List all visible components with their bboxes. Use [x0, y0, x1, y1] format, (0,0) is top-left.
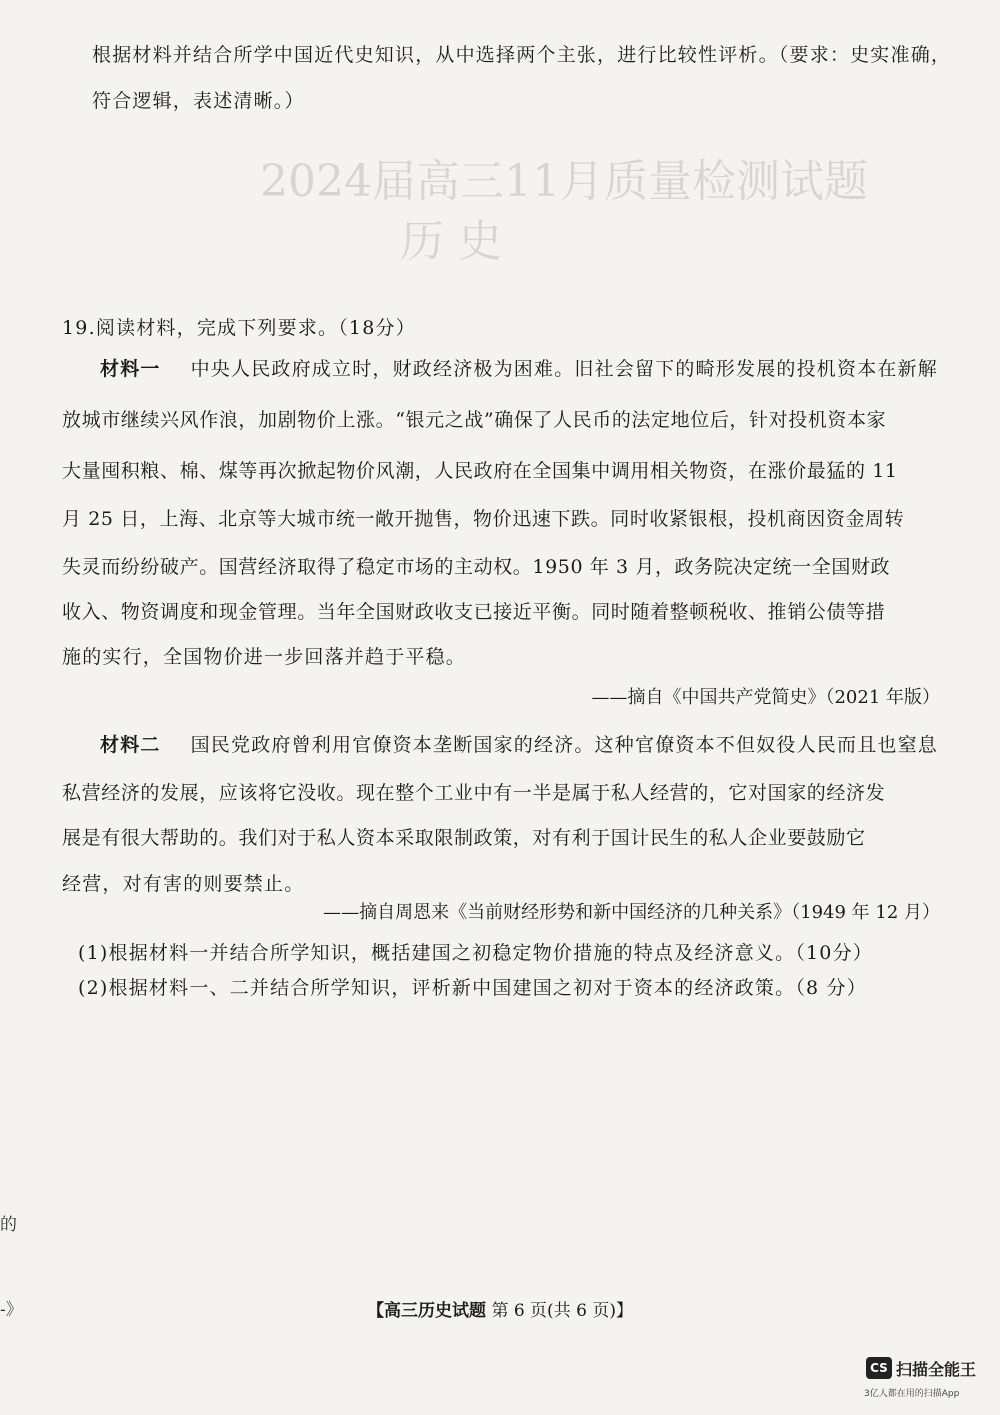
- edge-fragment-1: 的: [0, 1215, 17, 1235]
- footer-page-number: 第 6 页(共 6 页)】: [491, 1301, 633, 1321]
- question-heading: 19.阅读材料，完成下列要求。（18分）: [62, 317, 416, 339]
- sub-question-2: (2)根据材料一、二并结合所学知识，评析新中国建国之初对于资本的经济政策。（8 分）: [78, 977, 867, 999]
- material-two-source: ——摘自周恩来《当前财经形势和新中国经济的几种关系》（1949 年 12 月）: [323, 902, 940, 923]
- scanner-watermark-subtitle: 3亿人都在用的扫描App: [864, 1389, 960, 1399]
- material-one-line-2: 放城市继续兴风作浪，加剧物价上涨。“银元之战”确保了人民币的法定地位后，针对投机资本家: [62, 409, 887, 431]
- scanner-logo-icon: CS: [866, 1357, 892, 1379]
- prev-question-line-1: 根据材料并结合所学中国近代史知识，从中选择两个主张，进行比较性评析。（要求：史实准确，: [92, 44, 952, 66]
- material-two-line-1: 材料二 国民党政府曾利用官僚资本垄断国家的经济。这种官僚资本不但奴役人民而且也窒息: [100, 734, 939, 756]
- bleed-through-subject: 历 史: [400, 216, 502, 267]
- edge-fragment-2: -》: [0, 1300, 23, 1320]
- prev-question-line-2: 符合逻辑，表述清晰。）: [92, 90, 305, 112]
- material-one-source: ——摘自《中国共产党简史》（2021 年版）: [591, 687, 940, 708]
- material-one-line-5: 失灵而纷纷破产。国营经济取得了稳定市场的主动权。1950 年 3 月，政务院决定统一全国财政: [62, 556, 891, 578]
- scanner-watermark-title: 扫描全能王: [896, 1360, 977, 1379]
- footer-exam-title: 【高三历史试题: [367, 1301, 487, 1321]
- material-two-line-4: 经营，对有害的则要禁止。: [62, 873, 305, 895]
- material-one-line-4: 月 25 日，上海、北京等大城市统一敞开抛售，物价迅速下跌。同时收紧银根，投机商因资金周转: [62, 508, 905, 530]
- sub-question-1: (1)根据材料一并结合所学知识，概括建国之初稳定物价措施的特点及经济意义。（10分）: [78, 942, 873, 964]
- material-one-line-3: 大量囤积粮、棉、煤等再次掀起物价风潮，人民政府在全国集中调用相关物资，在涨价最猛的 11: [62, 460, 898, 482]
- material-one-label: 材料一: [100, 358, 161, 380]
- page-footer: [0, 1296, 1000, 1321]
- material-one-line-7: 施的实行，全国物价进一步回落并趋于平稳。: [62, 646, 467, 668]
- material-two-line-2: 私营经济的发展，应该将它没收。现在整个工业中有一半是属于私人经营的，它对国家的经济发: [62, 782, 886, 804]
- material-one-line-1: 材料一 中央人民政府成立时，财政经济极为困难。旧社会留下的畸形发展的投机资本在新解: [100, 358, 939, 380]
- material-two-label: 材料二: [100, 734, 161, 756]
- material-one-line-6: 收入、物资调度和现金管理。当年全国财政收支已接近平衡。同时随着整顿税收、推销公债等措: [62, 601, 886, 623]
- bleed-through-title: 2024届高三11月质量检测试题: [260, 156, 868, 207]
- material-two-line-3: 展是有很大帮助的。我们对于私人资本采取限制政策，对有利于国计民生的私人企业要鼓励它: [62, 827, 866, 849]
